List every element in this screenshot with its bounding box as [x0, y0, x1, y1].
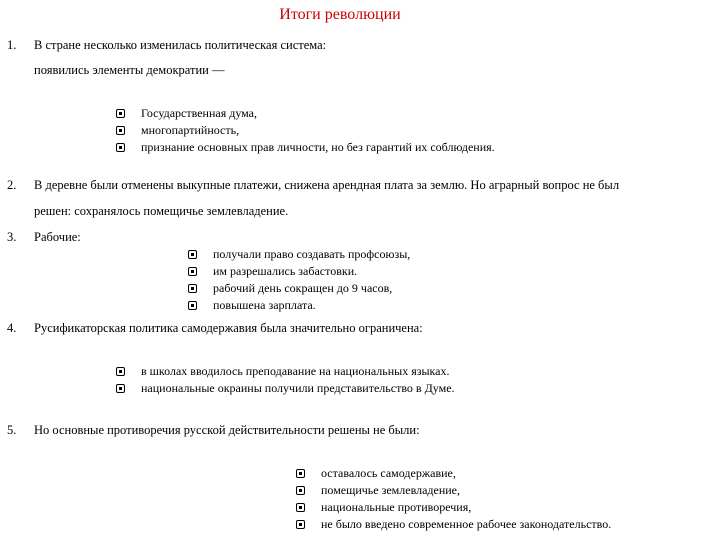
- list-item-label: оставалось самодержавие,: [321, 466, 456, 480]
- bullet-list: [188, 246, 410, 314]
- item-text: В стране несколько изменилась политическая система:: [34, 38, 327, 52]
- list-item-label: рабочий день сокращен до 9 часов,: [213, 281, 393, 295]
- page-title: Итоги революции: [279, 6, 401, 23]
- checkbox-bullet-icon: [188, 301, 197, 310]
- item-text: появились элементы демократии —: [34, 63, 225, 77]
- list-item: [188, 297, 410, 314]
- list-item: [296, 516, 611, 533]
- checkbox-bullet-icon: [296, 520, 305, 529]
- list-item: [296, 465, 611, 482]
- item-text: решен: сохранялось помещичье землевладение.: [34, 204, 289, 218]
- bullet-list: [296, 465, 611, 533]
- list-item-label: помещичье землевладение,: [321, 483, 461, 497]
- list-item-label: национальные окраины получили представительство в Думе.: [141, 381, 455, 395]
- list-item: [116, 105, 495, 122]
- bullet-list: [116, 363, 455, 397]
- checkbox-bullet-icon: [188, 250, 197, 259]
- list-item-label: им разрешались забастовки.: [213, 264, 358, 278]
- list-item: [188, 246, 410, 263]
- item-number: 3.: [7, 230, 17, 244]
- checkbox-bullet-icon: [116, 126, 125, 135]
- list-item-label: признание основных прав личности, но без гарантий их соблюдения.: [141, 140, 495, 154]
- checkbox-bullet-icon: [116, 367, 125, 376]
- list-item-label: Государственная дума,: [141, 106, 257, 120]
- item-number: 4.: [7, 321, 17, 335]
- item-text: Рабочие:: [34, 230, 81, 244]
- list-item-label: многопартийность,: [141, 123, 240, 137]
- checkbox-bullet-icon: [296, 486, 305, 495]
- checkbox-bullet-icon: [296, 469, 305, 478]
- list-item: [296, 499, 611, 516]
- list-item: [188, 280, 410, 297]
- list-item: [116, 122, 495, 139]
- list-item-label: национальные противоречия,: [321, 500, 472, 514]
- checkbox-bullet-icon: [296, 503, 305, 512]
- list-item: [296, 482, 611, 499]
- item-text: Но основные противоречия русской действительности решены не были:: [34, 423, 420, 437]
- bullet-list: [116, 105, 495, 156]
- list-item-label: в школах вводилось преподавание на национальных языках.: [141, 364, 450, 378]
- list-item-label: получали право создавать профсоюзы,: [213, 247, 411, 261]
- checkbox-bullet-icon: [188, 267, 197, 276]
- item-number: 5.: [7, 423, 17, 437]
- item-number: 2.: [7, 178, 17, 192]
- list-item: [116, 380, 455, 397]
- item-text: Русификаторская политика самодержавия была значительно ограничена:: [34, 321, 423, 335]
- item-number: 1.: [7, 38, 17, 52]
- list-item: [116, 363, 455, 380]
- checkbox-bullet-icon: [116, 143, 125, 152]
- checkbox-bullet-icon: [188, 284, 197, 293]
- list-item: [116, 139, 495, 156]
- list-item-label: повышена зарплата.: [213, 298, 316, 312]
- list-item: [188, 263, 410, 280]
- checkbox-bullet-icon: [116, 384, 125, 393]
- checkbox-bullet-icon: [116, 109, 125, 118]
- item-text: В деревне были отменены выкупные платежи, снижена арендная плата за землю. Но аграрный вопрос не был: [34, 178, 620, 192]
- list-item-label: не было введено современное рабочее законодательство.: [321, 517, 612, 531]
